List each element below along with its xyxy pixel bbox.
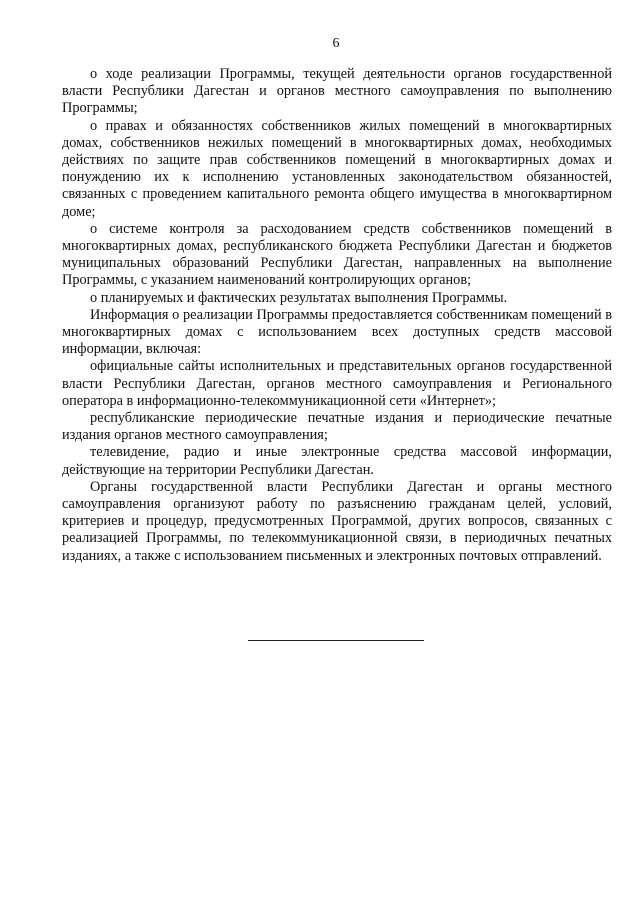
page-number: 6 xyxy=(332,36,340,51)
paragraph-reporting-progress: о ходе реализации Программы, текущей деятельности органов государственной власти Республики Дагестан и органов местного самоуправления по выполнению Программы; xyxy=(62,66,612,117)
paragraph-electronic-media: телевидение, радио и иные электронные средства массовой информации, действующие на территории Республики Дагестан. xyxy=(62,444,612,478)
document-body xyxy=(62,66,612,565)
paragraph-print-media: республиканские периодические печатные издания и периодические печатные издания органов местного самоуправления; xyxy=(62,410,612,444)
paragraph-spending-control: о системе контроля за расходованием средств собственников помещений в многоквартирных домах, республиканского бюджета Республики Дагестан и бюджетов муниципальных образований Республики Дагестан, направленных на выполнение Программы, с указанием наименований контролирующих органов; xyxy=(62,220,612,289)
paragraph-information-provision: Информация о реализации Программы предоставляется собственникам помещений в многоквартирных домах с использованием всех доступных средств массовой информации, включая: xyxy=(62,306,612,358)
paragraph-explanation-work: Органы государственной власти Республики Дагестан и органы местного самоуправления организуют работу по разъяснению гражданам целей, условий, критериев и процедур, предусмотренных Программой, других вопросов, связанных с реализацией Программы, по телекоммуникационной связи, в периодичных печатных изданиях, а также с использованием письменных и электронных почтовых отправлений. xyxy=(62,478,612,564)
paragraph-owner-rights: о правах и обязанностях собственников жилых помещений в многоквартирных домах, собственников нежилых помещений в многоквартирных домах, необходимых действиях по защите прав собственников помещений в многоквартирных домах и понуждению их к исполнению установленных законодательством обязанностей, связанных с проведением капитального ремонта общего имущества в многоквартирном доме; xyxy=(62,117,612,220)
closing-divider xyxy=(248,640,424,641)
paragraph-official-sites: официальные сайты исполнительных и представительных органов государственной власти Республики Дагестан, органов местного самоуправления и Регионального оператора в информационно-телекоммуникационной сети «Интернет»; xyxy=(62,358,612,409)
paragraph-planned-results: о планируемых и фактических результатах выполнения Программы. xyxy=(90,289,508,306)
